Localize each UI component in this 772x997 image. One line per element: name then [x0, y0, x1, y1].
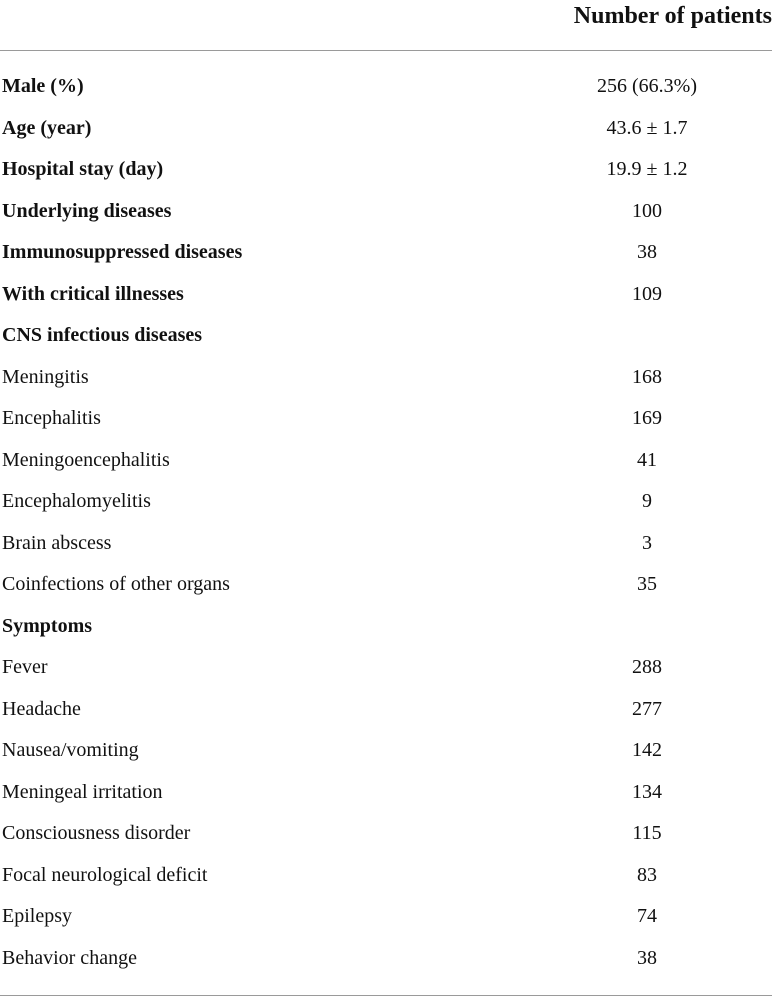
row-label: Meningeal irritation: [2, 780, 163, 803]
row-value: 256 (66.3%): [597, 75, 697, 97]
row-label: Hospital stay (day): [2, 158, 164, 180]
row-label: Brain abscess: [2, 531, 112, 554]
row-label: Symptoms: [2, 614, 93, 637]
row-value: 38: [637, 241, 657, 263]
table-row: [0, 232, 772, 274]
row-label: Immunosuppressed diseases: [2, 241, 243, 263]
table-row: [0, 896, 772, 938]
table-row: [0, 357, 772, 399]
table-row: [0, 108, 772, 150]
table-body: [0, 66, 772, 979]
row-value: 3: [642, 531, 652, 554]
row-label: With critical illnesses: [2, 282, 184, 305]
row-value: 74: [637, 905, 657, 927]
row-value: 142: [632, 739, 662, 761]
table-row: [0, 191, 772, 233]
row-label: Focal neurological deficit: [2, 863, 208, 886]
table-row: [0, 730, 772, 772]
table-row: [0, 440, 772, 482]
table-row: [0, 315, 772, 357]
row-value: 288: [632, 656, 662, 678]
row-label: Coinfections of other organs: [2, 573, 230, 595]
row-value: 9: [642, 490, 652, 512]
row-value: 100: [632, 199, 662, 222]
row-value: 109: [632, 282, 662, 305]
table-row: [0, 855, 772, 897]
row-label: Underlying diseases: [2, 199, 172, 222]
row-label: Encephalomyelitis: [2, 490, 151, 512]
row-label: Epilepsy: [2, 905, 72, 927]
row-label: CNS infectious diseases: [2, 324, 203, 346]
row-label: Behavior change: [2, 946, 137, 969]
header-rule: [0, 50, 772, 51]
row-label: Fever: [2, 656, 48, 678]
table-row: [0, 606, 772, 648]
row-value: 168: [632, 365, 662, 388]
table-row: [0, 938, 772, 980]
table-row: [0, 689, 772, 731]
row-label: Encephalitis: [2, 407, 101, 429]
table-row: [0, 398, 772, 440]
row-value: 19.9 ± 1.2: [606, 158, 688, 180]
row-label: Meningoencephalitis: [2, 448, 170, 471]
row-label: Headache: [2, 697, 81, 720]
row-label: Consciousness disorder: [2, 822, 191, 844]
table-row: [0, 647, 772, 689]
table-row: [0, 772, 772, 814]
row-value: 38: [637, 946, 657, 969]
table-row: [0, 66, 772, 108]
row-value: 43.6 ± 1.7: [606, 116, 688, 139]
column-header-number-of-patients: Number of patients: [573, 3, 772, 29]
row-value: 134: [632, 780, 662, 803]
table-row: [0, 274, 772, 316]
table-row: [0, 149, 772, 191]
row-value: 35: [637, 573, 657, 595]
table-row: [0, 523, 772, 565]
row-value: 169: [632, 407, 662, 429]
row-label: Age (year): [2, 116, 92, 139]
bottom-rule: [0, 995, 772, 996]
row-label: Male (%): [2, 75, 84, 97]
table-row: [0, 813, 772, 855]
table-header: [0, 0, 772, 50]
table-row: [0, 481, 772, 523]
row-label: Meningitis: [2, 365, 89, 388]
row-value: 41: [637, 448, 657, 471]
table-row: [0, 564, 772, 606]
row-value: 83: [637, 863, 657, 886]
row-label: Nausea/vomiting: [2, 739, 139, 761]
row-value: 115: [632, 822, 662, 844]
row-value: 277: [632, 697, 662, 720]
